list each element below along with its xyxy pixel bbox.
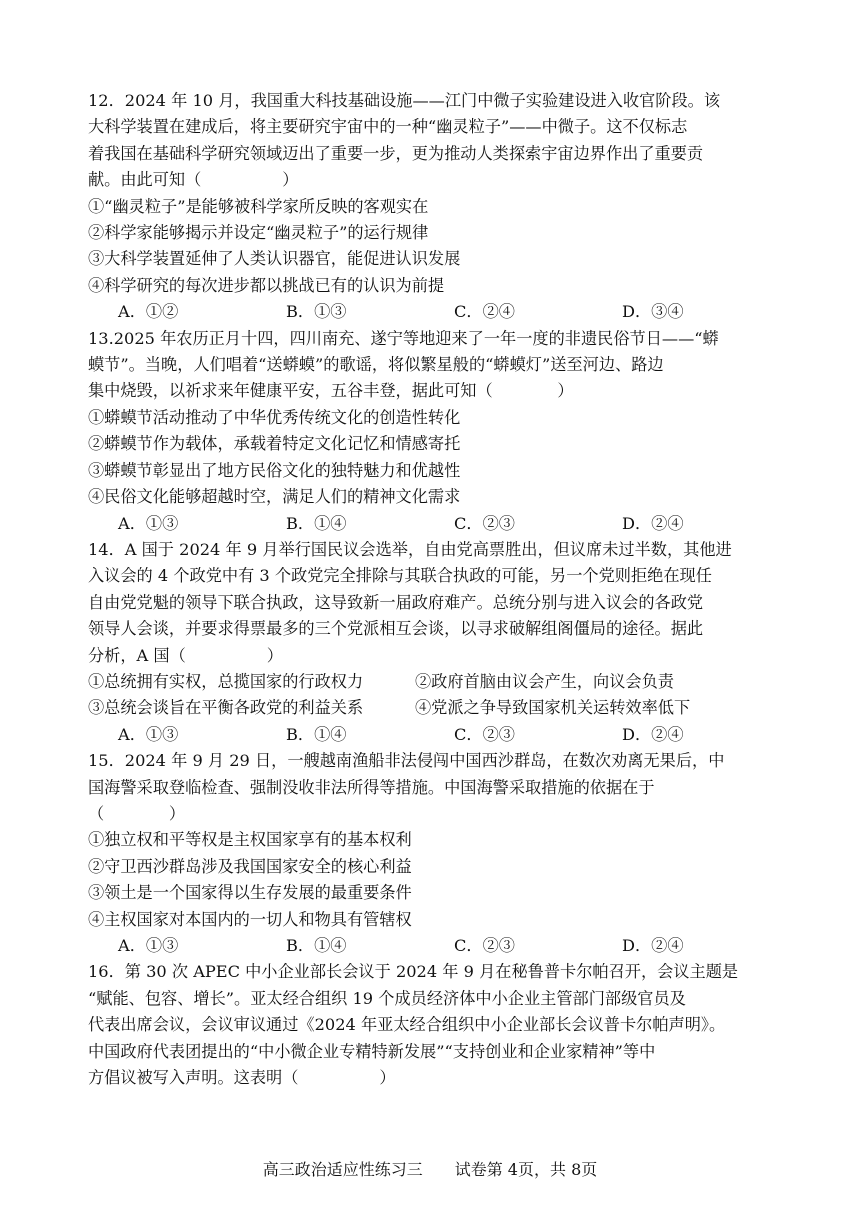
choice-a[interactable]: A．①② <box>118 302 179 322</box>
question-stem-line: 献。由此可知（ ） <box>88 170 299 190</box>
choice-d[interactable]: D．③④ <box>622 302 684 322</box>
answer-choices <box>88 722 778 748</box>
choice-c[interactable]: C．②③ <box>454 936 515 955</box>
question-stem-line: 蟆节”。当晚，人们唱着“送蟒蟆”的歌谣，将似繁星般的“蟒蟆灯”送至河边、路边 <box>88 355 664 375</box>
answer-choices <box>88 511 778 537</box>
question-stem-line: 分析，A 国（ ） <box>88 645 283 665</box>
choice-b[interactable]: B．①④ <box>286 724 347 744</box>
choice-d[interactable]: D．②④ <box>622 513 684 533</box>
choice-c[interactable]: C．②④ <box>454 302 515 322</box>
statement-option: ④科学研究的每次进步都以挑战已有的认识为前提 <box>88 275 445 295</box>
question-stem-line: “赋能、包容、增长”。亚太经合组织 19 个成员经济体中小企业主管部门部级官员及 <box>88 988 686 1008</box>
question-13 <box>88 326 778 537</box>
statement-option: ③领土是一个国家得以生存发展的最重要条件 <box>88 883 412 903</box>
choice-a[interactable]: A．①③ <box>118 936 179 955</box>
question-stem-line: 自由党党魁的领导下联合执政，这导致新一届政府难产。总统分别与进入议会的各政党 <box>88 592 704 612</box>
statement-option: ①独立权和平等权是主权国家享有的基本权利 <box>88 830 412 850</box>
choice-d[interactable]: D．②④ <box>622 724 684 744</box>
question-stem-line: 14．A 国于 2024 年 9 月举行国民议会选举，自由党高票胜出，但议席未过半数，其他进 <box>88 539 732 559</box>
statement-option: ①“幽灵粒子”是能够被科学家所反映的客观实在 <box>88 196 429 216</box>
question-stem-line: 代表出席会议，会议审议通过《2024 年亚太经合组织中小企业部长会议普卡尔帕声明》。 <box>88 1015 726 1035</box>
question-stem-line: 国海警采取登临检查、强制没收非法所得等措施。中国海警采取措施的依据在于 <box>88 777 655 797</box>
question-stem-line: 12．2024 年 10 月，我国重大科技基础设施——江门中微子实验建设进入收官阶段。该 <box>88 91 721 110</box>
statement-option: ④民俗文化能够超越时空，满足人们的精神文化需求 <box>88 487 461 507</box>
statement-option: ③大科学装置延伸了人类认识器官，能促进认识发展 <box>88 249 461 269</box>
statement-option: ③总统会谈旨在平衡各政党的利益关系 <box>88 698 364 718</box>
statement-option: ②蟒蟆节作为载体，承载着特定文化记忆和情感寄托 <box>88 434 461 454</box>
choice-b[interactable]: B．①③ <box>286 302 347 322</box>
question-16 <box>88 959 778 1091</box>
answer-choices <box>88 299 778 325</box>
statement-option: ②守卫西沙群岛涉及我国国家安全的核心利益 <box>88 856 412 876</box>
page-footer: 高三政治适应性练习三 试卷第 4页，共 8页 <box>262 1160 598 1179</box>
answer-choices <box>88 933 778 959</box>
question-stem-line: 13.2025 年农历正月十四，四川南充、遂宁等地迎来了一年一度的非遗民俗节日——“蟒 <box>88 328 719 348</box>
exam-page <box>88 88 778 1091</box>
question-stem-line: 领导人会谈，并要求得票最多的三个党派相互会谈，以寻求破解组阁僵局的途径。据此 <box>88 619 704 639</box>
choice-a[interactable]: A．①③ <box>118 513 179 533</box>
question-stem-line: 着我国在基础科学研究领域迈出了重要一步，更为推动人类探索宇宙边界作出了重要贡 <box>88 143 704 163</box>
choice-b[interactable]: B．①④ <box>286 936 347 955</box>
question-stem-line: 集中烧毁，以祈求来年健康平安，五谷丰登，据此可知（ ） <box>88 381 574 401</box>
statement-option-row <box>88 669 778 695</box>
question-stem-line: （ ） <box>88 803 186 823</box>
question-stem-line: 15．2024 年 9 月 29 日，一艘越南渔船非法侵闯中国西沙群岛，在数次劝离无果后，中 <box>88 751 725 771</box>
statement-option: ③蟒蟆节彰显出了地方民俗文化的独特魅力和优越性 <box>88 460 461 480</box>
statement-option: ①蟒蟆节活动推动了中华优秀传统文化的创造性转化 <box>88 407 461 427</box>
statement-option: ④主权国家对本国内的一切人和物具有管辖权 <box>88 909 412 929</box>
question-stem-line: 入议会的 4 个政党中有 3 个政党完全排除与其联合执政的可能，另一个党则拒绝在现任 <box>88 566 712 586</box>
statement-option: ②科学家能够揭示并设定“幽灵粒子”的运行规律 <box>88 223 429 243</box>
choice-c[interactable]: C．②③ <box>454 513 515 533</box>
choice-a[interactable]: A．①③ <box>118 724 179 744</box>
choice-b[interactable]: B．①④ <box>286 513 347 533</box>
question-stem-line: 中国政府代表团提出的“中小微企业专精特新发展”“支持创业和企业家精神”等中 <box>88 1041 656 1061</box>
question-stem-line: 方倡议被写入声明。这表明（ ） <box>88 1068 396 1088</box>
statement-option: ④党派之争导致国家机关运转效率低下 <box>415 698 691 718</box>
choice-d[interactable]: D．②④ <box>622 936 684 955</box>
statement-option: ②政府首脑由议会产生，向议会负责 <box>415 671 674 691</box>
choice-c[interactable]: C．②③ <box>454 724 515 744</box>
question-stem-line: 16．第 30 次 APEC 中小企业部长会议于 2024 年 9 月在秘鲁普卡尔帕召开，会议主题是 <box>88 962 739 982</box>
question-15 <box>88 748 778 959</box>
statement-option: ①总统拥有实权，总揽国家的行政权力 <box>88 671 364 691</box>
question-stem-line: 大科学装置在建成后，将主要研究宇宙中的一种“幽灵粒子”——中微子。这不仅标志 <box>88 117 688 137</box>
statement-option-row <box>88 695 778 721</box>
question-12 <box>88 88 778 326</box>
question-14 <box>88 537 778 748</box>
